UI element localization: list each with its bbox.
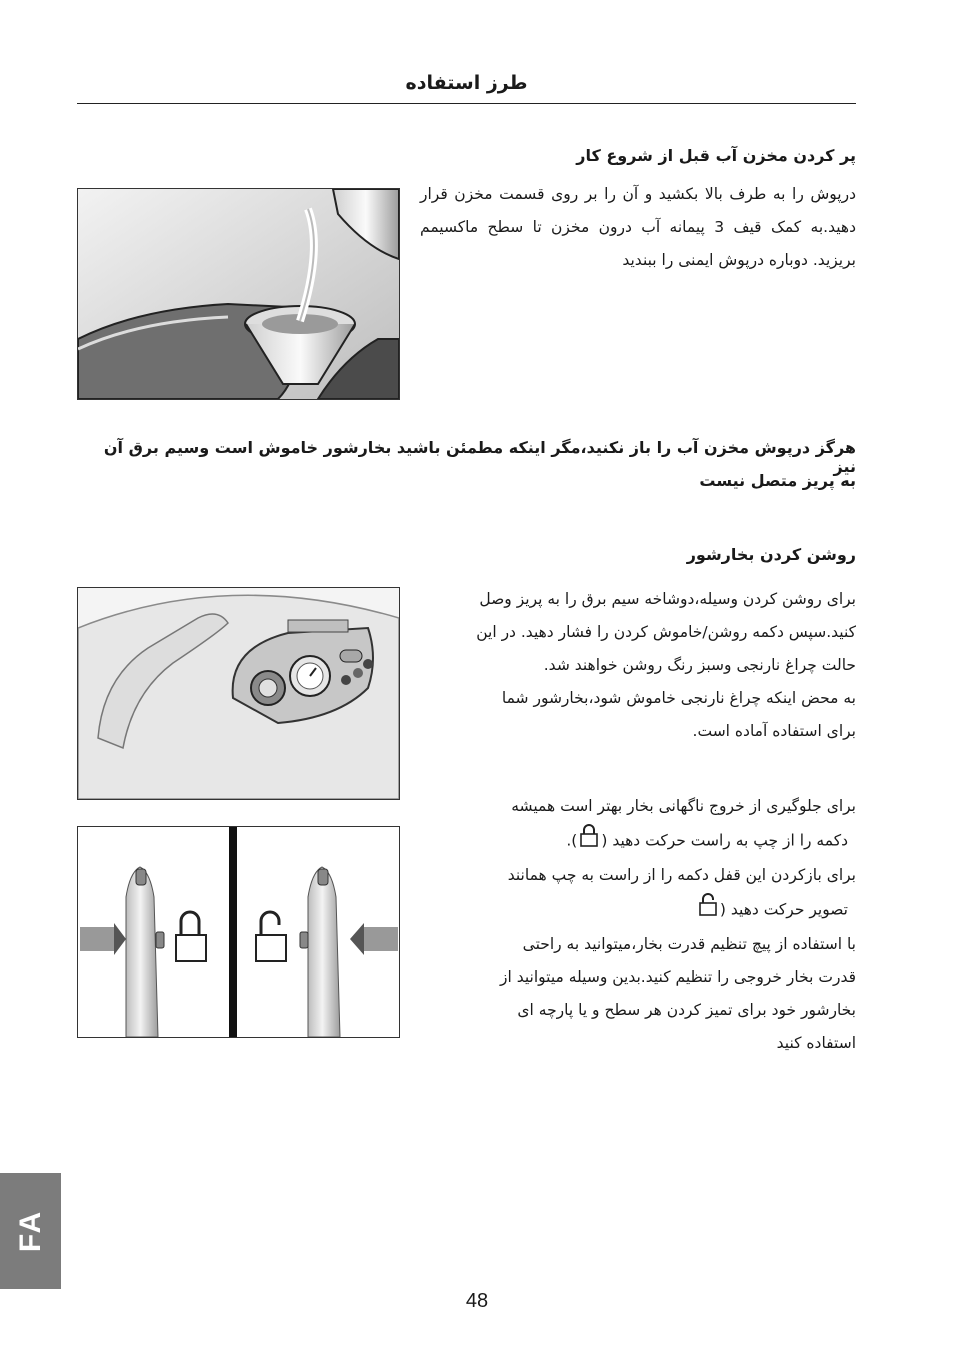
lock-line: با استفاده از پیچ تنظیم قدرت بخار،میتوانید به راحتی — [522, 935, 856, 953]
ready-line: برای استفاده آماده است. — [692, 722, 856, 740]
fill-tank-paragraph: درپوش را به طرف بالا بکشید و آن را بر روی قسمت مخزن قرار دهید.به کمک قیف 3 پیمانه آب درون مخزن تا سطح ماکسیمم بریزید. دوباره درپوش ایمنی را ببندید — [420, 185, 856, 269]
lock-line-text: دکمه را از چپ به راست حرکت دهید ( — [601, 831, 848, 850]
section-heading-power-on: روشن کردن بخارشور — [686, 545, 856, 564]
warning-line-2: به پریز متصل نیست — [699, 471, 856, 490]
lock-open-icon — [699, 892, 717, 928]
lock-line: قدرت بخار خروجی را تنظیم کنید.بدین وسیله میتوانید از — [499, 968, 856, 986]
lock-line: استفاده کنید — [776, 1034, 856, 1052]
power-on-line: کنید.سپس دکمه روشن/خاموش کردن را فشار دهید. در این — [476, 623, 856, 641]
lock-line — [420, 823, 856, 859]
section-heading-fill-tank: پر کردن مخزن آب قبل از شروع کار — [576, 146, 856, 165]
lock-line: برای بازکردن این قفل دکمه را از راست به چپ همانند — [507, 866, 856, 884]
lock-line — [420, 892, 856, 928]
power-on-paragraph — [420, 583, 856, 682]
steam-lock-illustration — [77, 826, 400, 1038]
lock-paragraph — [420, 790, 856, 1060]
control-panel-illustration — [77, 587, 400, 800]
lock-line: برای جلوگیری از خروج ناگهانی بخار بهتر است همیشه — [511, 797, 856, 815]
lock-line: بخارشور خود برای تمیز کردن هر سطح و یا پارچه ای — [517, 1001, 856, 1019]
lock-line-text: تصویر حرکت دهید ( — [719, 900, 848, 919]
power-on-line: حالت چراغ نارنجی وسبز رنگ روشن خواهند شد. — [543, 656, 856, 674]
title-divider — [77, 103, 856, 104]
power-on-line: برای روشن کردن وسیله،دوشاخه سیم برق را به پریز وصل — [479, 590, 856, 608]
ready-line: به محض اینکه چراغ نارنجی خاموش شود،بخارشور شما — [501, 689, 856, 707]
ready-paragraph — [420, 682, 856, 748]
page-title: طرز استفاده — [405, 72, 528, 94]
language-tab-label: FA — [13, 1209, 47, 1253]
lock-closed-icon — [580, 823, 598, 859]
page-number: 48 — [465, 1290, 489, 1312]
fill-tank-illustration — [77, 188, 400, 400]
language-tab — [0, 1173, 61, 1289]
lock-line-suffix: ). — [566, 831, 578, 850]
warning-line-1: هرگز درپوش مخزن آب را باز نکنید،مگر اینکه مطمئن باشید بخارشور خاموش است وسیم برق آن نیز — [103, 438, 856, 476]
